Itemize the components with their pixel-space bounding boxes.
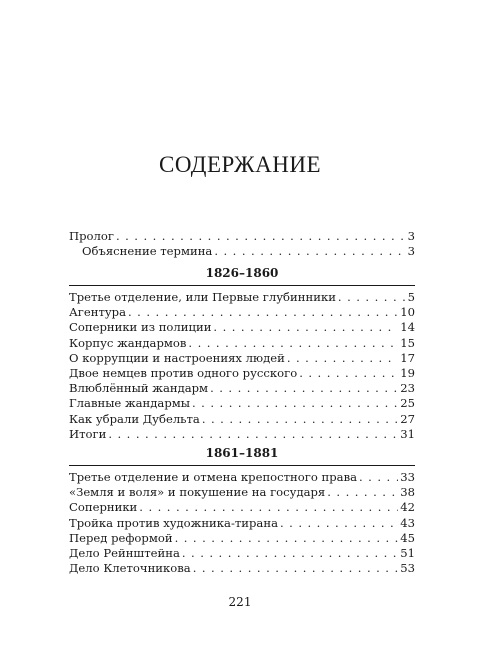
dot-leader	[359, 470, 398, 484]
dot-leader	[210, 381, 398, 395]
dot-leader	[108, 427, 398, 441]
toc-entry	[69, 516, 415, 531]
dot-leader	[213, 320, 398, 334]
toc-entry	[69, 485, 415, 500]
dot-leader	[188, 336, 398, 350]
toc-entry	[69, 336, 415, 351]
toc-entry	[69, 244, 415, 259]
toc-entry-title: Дело Рейнштейна	[69, 545, 180, 560]
toc-entry	[69, 351, 415, 366]
toc-entry-title: Тройка против художника-тирана	[69, 515, 278, 530]
toc-entry-title: «Земля и воля» и покушение на государя	[69, 485, 326, 500]
toc-entry-page: 53	[400, 561, 415, 576]
toc-entry-title: О коррупции и настроениях людей	[69, 350, 285, 365]
toc-entry-page: 27	[400, 411, 415, 426]
toc-entry-page: 14	[400, 320, 415, 335]
dot-leader	[193, 561, 399, 575]
toc-entry-page: 3	[407, 229, 415, 243]
toc-entry-title: Как убрали Дубельта	[69, 411, 200, 426]
toc-entry-title: Соперники из полиции	[69, 320, 212, 335]
toc-entry-page: 23	[400, 381, 415, 396]
toc-entry-page: 25	[400, 396, 415, 411]
toc-entry-page: 10	[400, 305, 415, 320]
toc-entry-title: Объяснение термина	[82, 244, 213, 259]
toc-entry	[69, 470, 415, 485]
toc-entry-page: 33	[400, 470, 415, 484]
toc-entry-title: Агентура	[69, 305, 127, 320]
toc-entry	[69, 561, 415, 576]
section-rule	[69, 285, 415, 286]
toc-entry-page: 43	[400, 515, 415, 530]
toc-entry	[69, 229, 415, 244]
toc-entry	[69, 381, 415, 396]
toc-entry	[69, 320, 415, 335]
toc-entry-page: 17	[400, 350, 415, 365]
toc-section-1	[69, 264, 415, 442]
toc-entry	[69, 412, 415, 427]
toc-entry	[69, 396, 415, 411]
dot-leader	[327, 485, 398, 499]
toc-entry-title: Корпус жандармов	[69, 335, 187, 350]
dot-leader	[192, 396, 398, 410]
dot-leader	[299, 366, 398, 380]
dot-leader	[128, 305, 398, 319]
toc-entry-page: 51	[400, 545, 415, 560]
toc-entry-page: 5	[407, 290, 415, 304]
toc-entry-page: 31	[400, 426, 415, 441]
dot-leader	[338, 290, 406, 304]
toc-entry-page: 3	[407, 244, 415, 259]
toc-entry-page: 19	[400, 365, 415, 380]
toc-entry-title: Итоги	[69, 426, 107, 441]
toc-entry	[69, 305, 415, 320]
toc-entry-title: Главные жандармы	[69, 396, 191, 411]
toc-entry-page: 42	[400, 500, 415, 515]
dot-leader	[214, 244, 405, 258]
toc-entry-page: 45	[400, 530, 415, 545]
toc-entry-page: 15	[400, 335, 415, 350]
dot-leader	[139, 500, 398, 514]
toc-intro	[69, 229, 415, 259]
toc-entry	[69, 427, 415, 442]
toc-entry-title: Перед реформой	[69, 530, 173, 545]
section-title: 1861–1881	[205, 446, 279, 460]
toc-entry-page: 38	[400, 485, 415, 500]
dot-leader	[287, 351, 398, 365]
dot-leader	[280, 516, 398, 530]
toc-entry	[69, 500, 415, 515]
dot-leader	[182, 546, 398, 560]
toc-entry	[69, 546, 415, 561]
dot-leader	[116, 229, 406, 243]
toc-section-2	[69, 444, 415, 576]
toc-entry-title: Пролог	[69, 229, 114, 243]
toc-entry-title: Третье отделение, или Первые глубинники	[69, 290, 336, 304]
contents-heading: СОДЕРЖАНИЕ	[158, 152, 321, 177]
section-rule	[69, 465, 415, 466]
page-number: 221	[228, 595, 252, 609]
toc-entry-title: Третье отделение и отмена крепостного права	[69, 470, 358, 484]
dot-leader	[175, 531, 399, 545]
toc-entry	[69, 366, 415, 381]
dot-leader	[202, 412, 398, 426]
toc-entry-title: Дело Клеточникова	[69, 561, 191, 576]
toc-entry-title: Двое немцев против одного русского	[69, 365, 298, 380]
toc-entry	[69, 290, 415, 305]
toc-entry-title: Влюблённый жандарм	[69, 381, 209, 396]
toc-entry-title: Соперники	[69, 500, 138, 515]
toc-entry	[69, 531, 415, 546]
section-title: 1826–1860	[205, 266, 279, 280]
